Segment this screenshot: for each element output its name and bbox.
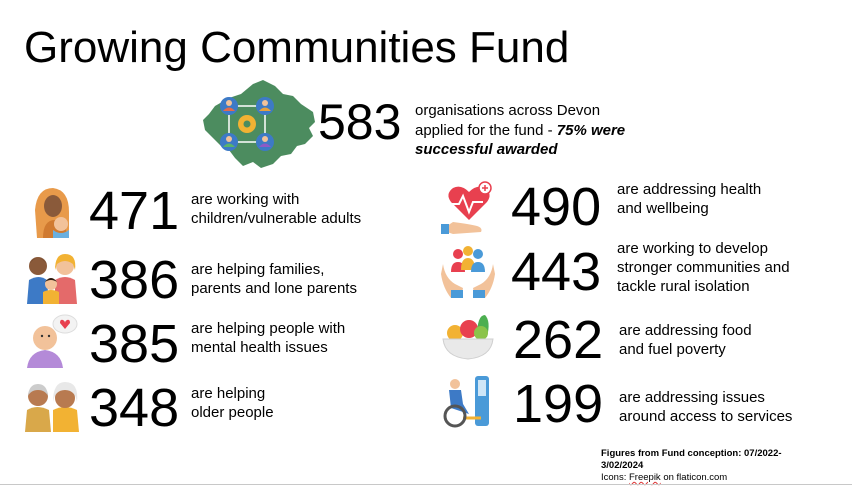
stat-number: 443: [511, 242, 602, 302]
footnote-freepik: Freepik: [629, 472, 661, 483]
stat-description: [191, 190, 411, 228]
stat-description: [191, 319, 411, 357]
stat-line-1: are working to develop: [617, 240, 768, 257]
footnote-icons-prefix: Icons:: [601, 472, 629, 483]
family-icon: [25, 250, 79, 304]
stat-line-1: are helping people with: [191, 320, 346, 337]
hero-line-2-emph: 75% were: [556, 121, 626, 139]
stat-number: 385: [89, 314, 180, 374]
bottom-divider: [0, 484, 852, 485]
stat-line-1: are helping families,: [191, 261, 325, 278]
stat-description: [617, 180, 837, 218]
health-heart-hand-icon: [441, 180, 495, 234]
stat-number: 348: [89, 378, 180, 438]
stat-line-2: and wellbeing: [617, 200, 709, 217]
mental-health-icon: [25, 314, 79, 368]
footnote-icons-suffix: on flaticon.com: [660, 472, 728, 483]
stat-description: [619, 388, 839, 426]
stat-line-1: are helping: [191, 385, 266, 402]
hero-line-3: successful awarded: [415, 141, 558, 158]
stat-line-2: older people: [191, 404, 274, 421]
stat-description: [617, 239, 837, 296]
hero-description: [415, 101, 675, 160]
stat-description: [619, 321, 839, 359]
devon-map-network-icon: [201, 76, 319, 172]
stat-line-2: around access to services: [619, 408, 793, 425]
stat-line-1: are addressing food: [619, 322, 752, 339]
footnote: [601, 448, 831, 484]
footnote-line-2: 3/02/2024: [601, 460, 644, 471]
stat-line-3: tackle rural isolation: [617, 278, 750, 295]
hero-line-1: organisations across Devon: [415, 102, 601, 119]
stat-line-1: are addressing issues: [619, 389, 765, 406]
mother-child-icon: [25, 184, 79, 238]
footnote-line-1: Figures from Fund conception: 07/2022-: [601, 448, 782, 459]
stat-description: [191, 260, 411, 298]
stat-line-2: stronger communities and: [617, 259, 790, 276]
page-title: Growing Communities Fund: [24, 23, 570, 72]
stat-number: 199: [513, 374, 604, 434]
stat-line-2: children/vulnerable adults: [191, 210, 362, 227]
stat-line-2: mental health issues: [191, 339, 328, 356]
wheelchair-access-icon: [441, 374, 495, 428]
footnote-line-3: [601, 472, 831, 484]
community-hands-icon: [441, 244, 495, 298]
stat-line-1: are addressing health: [617, 181, 762, 198]
hero-line-2: [415, 121, 675, 141]
stat-number: 471: [89, 181, 180, 241]
stat-line-2: parents and lone parents: [191, 280, 357, 297]
stat-number: 386: [89, 250, 180, 310]
hero-number: 583: [318, 94, 402, 150]
stat-number: 490: [511, 177, 602, 237]
stat-line-2: and fuel poverty: [619, 341, 726, 358]
older-people-icon: [25, 378, 79, 432]
stat-description: [191, 384, 411, 422]
food-bowl-icon: [441, 311, 495, 365]
stat-line-1: are working with: [191, 191, 300, 208]
stat-number: 262: [513, 310, 604, 370]
hero-line-2-plain: applied for the fund -: [415, 121, 557, 139]
